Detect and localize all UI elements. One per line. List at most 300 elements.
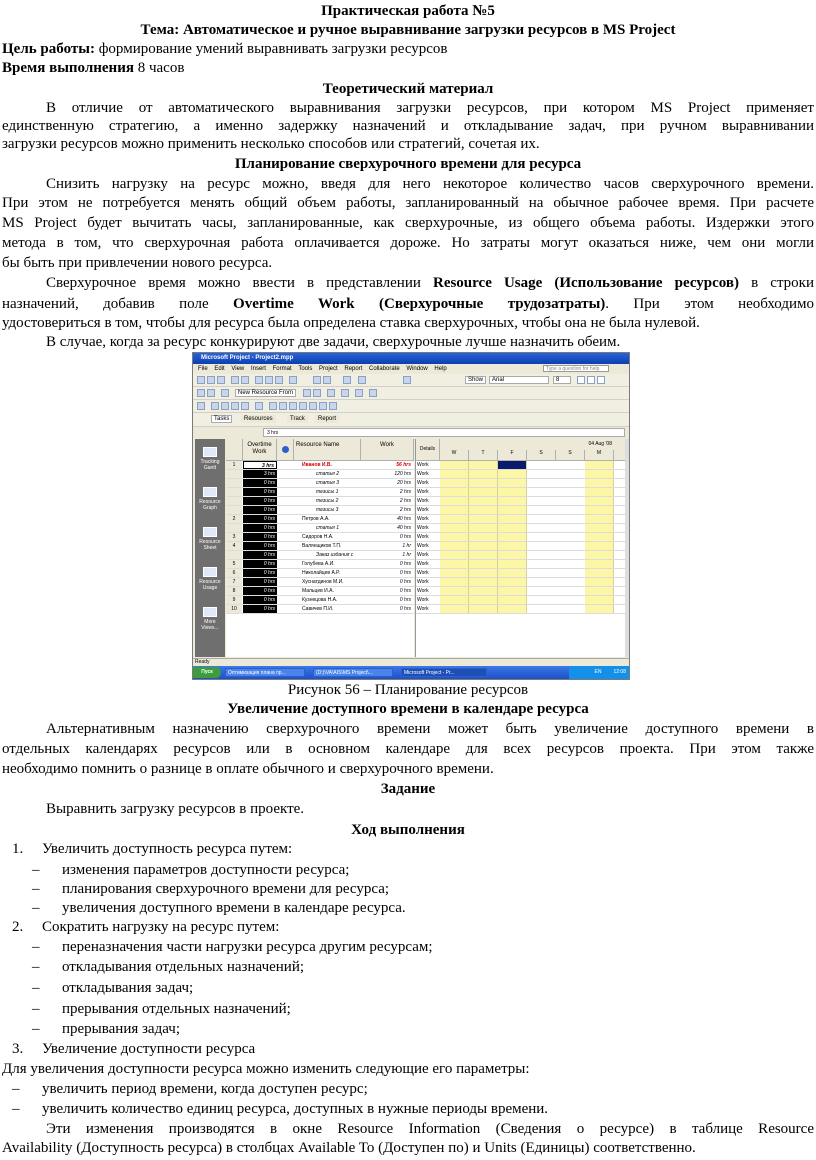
75-percent-icon[interactable] bbox=[241, 402, 249, 410]
overtime-work-cell[interactable]: 0 hrs bbox=[243, 488, 277, 496]
resource-name-cell[interactable]: Сидоров Н.А. bbox=[302, 534, 334, 540]
work-cell[interactable]: 20 hrs bbox=[397, 480, 411, 486]
timescale-row bbox=[416, 515, 626, 524]
calendar-icon[interactable] bbox=[279, 402, 287, 410]
leveling-icon[interactable] bbox=[303, 389, 311, 397]
address-book-icon[interactable] bbox=[207, 389, 215, 397]
italic-icon[interactable] bbox=[587, 376, 595, 384]
timescale-row bbox=[416, 470, 626, 479]
view-label: Resource Graph bbox=[199, 499, 221, 511]
table-row[interactable] bbox=[226, 578, 414, 587]
indicators-header bbox=[277, 439, 294, 461]
row-id bbox=[226, 506, 242, 514]
tracking-gantt-icon bbox=[203, 447, 217, 457]
project-guide-bar bbox=[193, 413, 629, 427]
dash-2b: – bbox=[32, 959, 40, 975]
task-info-icon[interactable] bbox=[343, 376, 351, 384]
theory-p1-line1: В отличие от автоматического выравнивания загрузки ресурсов, при котором MS Project применяет bbox=[46, 100, 814, 116]
work-timescale-cell[interactable] bbox=[469, 497, 498, 505]
theory-p3-line2 bbox=[2, 295, 814, 314]
work-timescale-cell[interactable] bbox=[585, 605, 614, 613]
show-dropdown[interactable]: Show bbox=[465, 376, 486, 384]
overtime-heading: Планирование сверхурочного времени для ресурса bbox=[234, 156, 582, 172]
work-timescale-cell[interactable] bbox=[498, 605, 527, 613]
table-row[interactable] bbox=[226, 461, 414, 470]
work-timescale-cell[interactable] bbox=[440, 551, 469, 559]
work-timescale-cell[interactable] bbox=[440, 506, 469, 514]
overtime-work-cell[interactable]: 0 hrs bbox=[243, 560, 277, 568]
notes-icon[interactable] bbox=[327, 389, 335, 397]
work-cell[interactable]: 0 hrs bbox=[399, 597, 411, 603]
table-row[interactable] bbox=[226, 479, 414, 488]
work-timescale-cell[interactable] bbox=[469, 524, 498, 532]
update-icon[interactable] bbox=[255, 402, 263, 410]
p3-resource-usage: Resource Usage (Использование ресурсов) bbox=[432, 275, 740, 291]
p3-text-c: в строки bbox=[739, 275, 814, 291]
work-timescale-cell[interactable] bbox=[585, 515, 614, 523]
work-timescale-cell[interactable] bbox=[440, 578, 469, 586]
resource-icon[interactable] bbox=[197, 389, 205, 397]
work-timescale-cell[interactable] bbox=[585, 533, 614, 541]
work-timescale-cell[interactable] bbox=[498, 524, 527, 532]
goal-line bbox=[2, 40, 448, 59]
overtime-work-cell[interactable]: 0 hrs bbox=[243, 497, 277, 505]
row-id: 5 bbox=[226, 560, 242, 568]
work-cell[interactable]: 2 hrs bbox=[399, 498, 411, 504]
overtime-work-cell[interactable]: 0 hrs bbox=[243, 596, 277, 604]
work-timescale-cell[interactable] bbox=[498, 569, 527, 577]
work-timescale-cell[interactable] bbox=[498, 506, 527, 514]
resource-name-cell[interactable]: Заказ издания с bbox=[316, 552, 354, 558]
resource-name-cell[interactable]: статья 2 bbox=[316, 471, 340, 477]
work-timescale-cell[interactable] bbox=[469, 605, 498, 613]
details-cell: Work bbox=[417, 570, 429, 576]
final-line1: Эти изменения производятся в окне Resource Information (Сведения о ресурсе) в таблице Resource bbox=[46, 1121, 814, 1137]
work-timescale-cell[interactable] bbox=[585, 587, 614, 595]
filter-icon[interactable] bbox=[341, 389, 349, 397]
work-timescale-cell[interactable] bbox=[469, 488, 498, 496]
work-timescale-cell[interactable] bbox=[585, 542, 614, 550]
tracking-icon[interactable] bbox=[197, 402, 205, 410]
table-row[interactable] bbox=[226, 569, 414, 578]
assign-icon[interactable] bbox=[358, 376, 366, 384]
taskbar-item-word[interactable]: Оптимизация плана пр... bbox=[225, 668, 305, 677]
overtime-work-header[interactable]: Overtime Work bbox=[243, 439, 277, 461]
work-cell[interactable]: 2 hrs bbox=[399, 507, 411, 513]
menu-edit[interactable]: Edit bbox=[214, 366, 225, 372]
row-id bbox=[226, 470, 242, 478]
work-timescale-cell[interactable] bbox=[498, 551, 527, 559]
view-more-views[interactable] bbox=[197, 607, 223, 631]
overtime-work-cell[interactable]: 0 hrs bbox=[243, 605, 277, 613]
vertical-scrollbar[interactable] bbox=[625, 439, 629, 657]
item1-sub-1: изменения параметров доступности ресурса; bbox=[62, 862, 350, 878]
work-timescale-cell[interactable] bbox=[440, 461, 469, 469]
details-cell: Work bbox=[417, 498, 429, 504]
overtime-work-cell[interactable]: 0 hrs bbox=[243, 506, 277, 514]
work-timescale-cell[interactable] bbox=[469, 470, 498, 478]
change-intro: Для увеличения доступности ресурса можно изменить следующие его параметры: bbox=[2, 1061, 530, 1077]
work-timescale-cell[interactable] bbox=[498, 515, 527, 523]
language-indicator[interactable]: EN bbox=[594, 669, 602, 675]
print-icon[interactable] bbox=[231, 376, 239, 384]
table-row[interactable] bbox=[226, 560, 414, 569]
25-percent-icon[interactable] bbox=[221, 402, 229, 410]
overtime-work-cell[interactable]: 3 hrs bbox=[243, 461, 277, 469]
underline-icon[interactable] bbox=[597, 376, 605, 384]
resource-usage-icon bbox=[203, 567, 217, 577]
guide-tab-track[interactable]: Track bbox=[287, 415, 308, 423]
item2-sub-3: откладывания задач; bbox=[62, 980, 194, 996]
item2-text: Сократить нагрузку на ресурс путем: bbox=[42, 919, 280, 935]
work-timescale-cell[interactable] bbox=[498, 497, 527, 505]
resource-name-cell[interactable]: тезисы 2 bbox=[316, 498, 339, 504]
table-row[interactable] bbox=[226, 605, 414, 614]
work-timescale-cell[interactable] bbox=[469, 551, 498, 559]
resource-name-cell[interactable]: Хуснатдинов М.И. bbox=[302, 579, 344, 585]
work-timescale-cell[interactable] bbox=[440, 524, 469, 532]
work-timescale-cell[interactable] bbox=[440, 515, 469, 523]
overtime-work-cell[interactable]: 0 hrs bbox=[243, 533, 277, 541]
date-label: 04 Aug '08 bbox=[588, 441, 612, 447]
work-timescale-cell[interactable] bbox=[440, 587, 469, 595]
dash-3a: – bbox=[12, 1081, 20, 1097]
overtime-work-cell[interactable]: 0 hrs bbox=[243, 551, 277, 559]
menu-project[interactable]: Project bbox=[319, 366, 338, 372]
work-timescale-cell[interactable] bbox=[469, 515, 498, 523]
guide-tab-tasks[interactable]: Tasks bbox=[211, 415, 232, 423]
font-select[interactable]: Arial bbox=[489, 376, 549, 384]
resource-name-cell[interactable]: статья 1 bbox=[316, 525, 340, 531]
resource-name-cell[interactable]: тезисы 3 bbox=[316, 507, 339, 513]
overtime-work-cell[interactable]: 0 hrs bbox=[243, 587, 277, 595]
work-timescale-cell[interactable] bbox=[498, 560, 527, 568]
copy-icon[interactable] bbox=[265, 376, 273, 384]
details-cell: Work bbox=[417, 561, 429, 567]
work-timescale-cell[interactable] bbox=[440, 470, 469, 478]
help-icon[interactable] bbox=[403, 376, 411, 384]
network-icon[interactable] bbox=[289, 402, 297, 410]
work-timescale-cell[interactable] bbox=[440, 479, 469, 487]
view-label: More Views... bbox=[201, 619, 219, 631]
timeline-icon[interactable] bbox=[299, 402, 307, 410]
work-timescale-cell[interactable] bbox=[498, 479, 527, 487]
menu-tools[interactable]: Tools bbox=[298, 366, 313, 372]
work-timescale-cell[interactable] bbox=[469, 479, 498, 487]
view-label: Tracking Gantt bbox=[200, 459, 220, 471]
theory-p2-line5: бы быть при привлечении нового ресурса. bbox=[2, 255, 273, 271]
overtime-work-cell[interactable]: 0 hrs bbox=[243, 569, 277, 577]
resource-name-cell[interactable]: Иванов И.В. bbox=[302, 462, 332, 468]
entry-bar-input[interactable]: 3 hrs bbox=[263, 428, 625, 437]
day-header: T bbox=[469, 450, 498, 461]
day-header: F bbox=[498, 450, 527, 461]
change-sub-1: увеличить период времени, когда доступен ресурс; bbox=[42, 1081, 368, 1097]
work-timescale-cell[interactable] bbox=[440, 560, 469, 568]
view-resource-sheet[interactable] bbox=[197, 527, 223, 551]
usage-icon[interactable] bbox=[319, 402, 327, 410]
timescale-area bbox=[415, 439, 626, 657]
work-timescale-cell[interactable] bbox=[585, 569, 614, 577]
overtime-work-cell[interactable]: 0 hrs bbox=[243, 524, 277, 532]
increase-line2: отдельных календарях ресурсов или в основном календаре для всех ресурсов проекта. При этом также bbox=[2, 741, 814, 757]
new-icon[interactable] bbox=[197, 376, 205, 384]
timescale-row bbox=[416, 560, 626, 569]
timescale-row bbox=[416, 551, 626, 560]
resource-name-cell[interactable]: Валянщиков Т.П. bbox=[302, 543, 342, 549]
item2-sub-5: прерывания задач; bbox=[62, 1021, 180, 1037]
item2-sub-2: откладывания отдельных назначений; bbox=[62, 959, 305, 975]
table-row[interactable] bbox=[226, 533, 414, 542]
table-row[interactable] bbox=[226, 506, 414, 515]
paste-icon[interactable] bbox=[275, 376, 283, 384]
table-row[interactable] bbox=[226, 497, 414, 506]
work-cell[interactable]: 0 hrs bbox=[399, 588, 411, 594]
details-cell: Work bbox=[417, 606, 429, 612]
work-cell[interactable]: 56 hrs bbox=[396, 462, 411, 468]
id-header bbox=[226, 439, 243, 461]
start-button[interactable]: Пуск bbox=[193, 667, 221, 678]
gantt-icon[interactable] bbox=[269, 402, 277, 410]
menu-report[interactable]: Report bbox=[344, 366, 363, 372]
bold-icon[interactable] bbox=[577, 376, 585, 384]
work-timescale-cell[interactable] bbox=[585, 506, 614, 514]
work-timescale-cell[interactable] bbox=[469, 533, 498, 541]
procedure-heading: Ход выполнения bbox=[351, 822, 465, 838]
group-icon[interactable] bbox=[369, 389, 377, 397]
work-timescale-cell[interactable] bbox=[498, 461, 527, 469]
item1-text: Увеличить доступность ресурса путем: bbox=[42, 841, 293, 857]
work-header[interactable]: Work bbox=[361, 439, 414, 461]
more-views-icon bbox=[203, 607, 217, 617]
menu-view[interactable]: View bbox=[231, 366, 245, 372]
work-cell[interactable]: 40 hrs bbox=[397, 525, 411, 531]
row-id bbox=[226, 524, 242, 532]
table-row[interactable] bbox=[226, 515, 414, 524]
resource-name-cell[interactable]: Николайцев А.Р. bbox=[302, 570, 340, 576]
help-search-input[interactable]: Type a question for help bbox=[543, 365, 609, 372]
row-id: 3 bbox=[226, 533, 242, 541]
dash-1b: – bbox=[32, 881, 40, 897]
timescale-row bbox=[416, 578, 626, 587]
graph-icon[interactable] bbox=[329, 402, 337, 410]
work-cell[interactable]: 0 hrs bbox=[399, 579, 411, 585]
cut-icon[interactable] bbox=[255, 376, 263, 384]
taskbar-item-explorer[interactable]: (D:)\VA\AIS\MS Project\... bbox=[313, 668, 393, 677]
save-icon[interactable] bbox=[217, 376, 225, 384]
work-timescale-cell[interactable] bbox=[498, 542, 527, 550]
theory-p1-line3: загрузки ресурсов можно применить несколько способов или стратегий, сочетая их. bbox=[2, 136, 540, 152]
work-timescale-cell[interactable] bbox=[498, 488, 527, 496]
share-icon[interactable] bbox=[221, 389, 229, 397]
table-row[interactable] bbox=[226, 524, 414, 533]
menu-collaborate[interactable]: Collaborate bbox=[369, 366, 400, 372]
work-timescale-cell[interactable] bbox=[498, 533, 527, 541]
table-row[interactable] bbox=[226, 587, 414, 596]
work-cell[interactable]: 120 hrs bbox=[394, 471, 411, 477]
resource-name-cell[interactable]: тезисы 1 bbox=[316, 489, 339, 495]
work-timescale-cell[interactable] bbox=[498, 596, 527, 604]
resource-name-cell[interactable]: Мальцев И.А. bbox=[302, 588, 334, 594]
day-header: M bbox=[585, 450, 614, 461]
task-text: Выравнить загрузку ресурсов в проекте. bbox=[46, 801, 305, 817]
task-heading: Задание bbox=[380, 781, 436, 797]
details-cell: Work bbox=[417, 588, 429, 594]
windows-taskbar bbox=[193, 666, 629, 679]
work-timescale-cell[interactable] bbox=[440, 488, 469, 496]
info-icon bbox=[282, 446, 289, 453]
work-timescale-cell[interactable] bbox=[469, 578, 498, 586]
p3-overtime-work: Overtime Work (Сверхурочные трудозатраты) bbox=[233, 296, 606, 312]
preview-icon[interactable] bbox=[241, 376, 249, 384]
table-row[interactable] bbox=[226, 542, 414, 551]
work-timescale-cell[interactable] bbox=[585, 560, 614, 568]
work-timescale-cell[interactable] bbox=[469, 587, 498, 595]
menu-window[interactable]: Window bbox=[406, 366, 428, 372]
work-cell[interactable]: 0 hrs bbox=[399, 561, 411, 567]
guide-tab-resources[interactable]: Resources bbox=[241, 415, 276, 423]
resource-name-cell[interactable]: статья 3 bbox=[316, 480, 340, 486]
resource-name-header[interactable]: Resource Name bbox=[294, 439, 361, 461]
sort-icon[interactable] bbox=[355, 389, 363, 397]
resource-name-cell[interactable]: Кузнецова Н.А. bbox=[302, 597, 338, 603]
overtime-work-cell[interactable]: 0 hrs bbox=[243, 479, 277, 487]
view-label: Resource Usage bbox=[199, 579, 221, 591]
work-timescale-cell[interactable] bbox=[585, 596, 614, 604]
theory-p2-line4: метода в том, что сверхурочная работа оплачивается дороже. Но затраты могут оказаться ниже, чем они могли bbox=[2, 235, 814, 251]
work-timescale-cell[interactable] bbox=[469, 461, 498, 469]
work-timescale-cell[interactable] bbox=[585, 488, 614, 496]
details-cell: Work bbox=[417, 516, 429, 522]
view-tracking-gantt[interactable] bbox=[197, 447, 223, 471]
report-icon[interactable] bbox=[309, 402, 317, 410]
dash-2e: – bbox=[32, 1021, 40, 1037]
row-id: 7 bbox=[226, 578, 242, 586]
item1-number: 1. bbox=[12, 841, 24, 857]
resource-toolbar bbox=[193, 387, 629, 400]
work-timescale-cell[interactable] bbox=[440, 596, 469, 604]
50-percent-icon[interactable] bbox=[231, 402, 239, 410]
work-timescale-cell[interactable] bbox=[585, 524, 614, 532]
work-cell[interactable]: 0 hrs bbox=[399, 534, 411, 540]
window-title: Microsoft Project - Project2.mpp bbox=[201, 355, 294, 361]
overtime-work-cell[interactable]: 0 hrs bbox=[243, 578, 277, 586]
work-timescale-cell[interactable] bbox=[469, 506, 498, 514]
p3-text-d: назначений, добавив поле bbox=[2, 296, 234, 312]
timescale-row bbox=[416, 524, 626, 533]
zero-percent-icon[interactable] bbox=[211, 402, 219, 410]
menu-format[interactable]: Format bbox=[272, 366, 292, 372]
view-resource-graph[interactable] bbox=[197, 487, 223, 511]
details-cell: Work bbox=[417, 552, 429, 558]
view-resource-usage[interactable] bbox=[197, 567, 223, 591]
work-cell[interactable]: 2 hrs bbox=[399, 489, 411, 495]
work-timescale-cell[interactable] bbox=[469, 560, 498, 568]
window-titlebar bbox=[193, 353, 629, 364]
p3-text-f: . При этом необходимо bbox=[605, 296, 814, 312]
overtime-work-cell[interactable]: 0 hrs bbox=[243, 542, 277, 550]
resource-name-cell[interactable]: Савичев П.И. bbox=[302, 606, 334, 612]
open-icon[interactable] bbox=[207, 376, 215, 384]
item2-sub-4: прерывания отдельных назначений; bbox=[62, 1001, 291, 1017]
timescale-row bbox=[416, 533, 626, 542]
work-timescale-cell[interactable] bbox=[440, 605, 469, 613]
tracking-toolbar bbox=[193, 400, 629, 413]
work-timescale-cell[interactable] bbox=[585, 470, 614, 478]
standard-toolbar bbox=[193, 374, 629, 387]
undo-icon[interactable] bbox=[289, 376, 297, 384]
time-text: 8 часов bbox=[133, 60, 185, 76]
work-timescale-cell[interactable] bbox=[440, 533, 469, 541]
work-cell[interactable]: 0 hrs bbox=[399, 570, 411, 576]
link-icon[interactable] bbox=[313, 376, 321, 384]
work-cell[interactable]: 40 hrs bbox=[397, 516, 411, 522]
table-row[interactable] bbox=[226, 596, 414, 605]
work-timescale-cell[interactable] bbox=[585, 578, 614, 586]
work-timescale-cell[interactable] bbox=[585, 497, 614, 505]
item2-sub-1: переназначения части нагрузки ресурса другим ресурсам; bbox=[62, 939, 433, 955]
work-timescale-cell[interactable] bbox=[469, 569, 498, 577]
timescale-row bbox=[416, 506, 626, 515]
work-timescale-cell[interactable] bbox=[498, 578, 527, 586]
work-timescale-cell[interactable] bbox=[498, 587, 527, 595]
work-timescale-cell[interactable] bbox=[585, 479, 614, 487]
timescale-row bbox=[416, 587, 626, 596]
timescale-row bbox=[416, 569, 626, 578]
row-id bbox=[226, 551, 242, 559]
work-cell[interactable]: 0 hrs bbox=[399, 606, 411, 612]
timescale-row bbox=[416, 605, 626, 614]
menu-help[interactable]: Help bbox=[434, 366, 447, 372]
taskbar-item-project[interactable]: Microsoft Project - Pr... bbox=[401, 668, 487, 677]
overtime-work-cell[interactable]: 0 hrs bbox=[243, 515, 277, 523]
resource-name-cell[interactable]: Голубева А.И. bbox=[302, 561, 335, 567]
details-cell: Work bbox=[417, 579, 429, 585]
table-row[interactable] bbox=[226, 470, 414, 479]
work-timescale-cell[interactable] bbox=[498, 470, 527, 478]
font-size-select[interactable]: 8 bbox=[553, 376, 571, 384]
resource-info-icon[interactable] bbox=[313, 389, 321, 397]
unlink-icon[interactable] bbox=[323, 376, 331, 384]
work-timescale-cell[interactable] bbox=[585, 551, 614, 559]
theory-p2-line1: Снизить нагрузку на ресурс можно, введя для него некоторое количество часов сверхурочного времени. bbox=[46, 176, 814, 192]
work-timescale-cell[interactable] bbox=[469, 542, 498, 550]
item3-text: Увеличение доступности ресурса bbox=[42, 1041, 256, 1057]
new-resource-button[interactable]: New Resource From bbox=[235, 389, 296, 397]
increase-line3: необходимо помнить о разнице в оплате обычного и сверхурочного времени. bbox=[2, 761, 494, 777]
details-cell: Work bbox=[417, 480, 429, 486]
work-cell[interactable]: 1 hr bbox=[402, 552, 411, 558]
menu-insert[interactable]: Insert bbox=[250, 366, 266, 372]
theory-p1-line2: единственную стратегию, а именно задержку назначений и откладывание задач, при ручном выравнивании bbox=[2, 118, 814, 134]
row-id: 1 bbox=[226, 461, 242, 469]
time-line bbox=[2, 59, 184, 78]
work-timescale-cell[interactable] bbox=[585, 461, 614, 469]
table-row[interactable] bbox=[226, 488, 414, 497]
guide-tab-report[interactable]: Report bbox=[315, 415, 339, 423]
resource-name-cell[interactable]: Петров А.А. bbox=[302, 516, 330, 522]
work-timescale-cell[interactable] bbox=[440, 569, 469, 577]
work-timescale-cell[interactable] bbox=[469, 596, 498, 604]
timescale-row bbox=[416, 497, 626, 506]
menu-file[interactable]: File bbox=[198, 366, 208, 372]
table-row[interactable] bbox=[226, 551, 414, 560]
overtime-work-cell[interactable]: 3 hrs bbox=[243, 470, 277, 478]
work-timescale-cell[interactable] bbox=[440, 497, 469, 505]
dash-3b: – bbox=[12, 1101, 20, 1117]
work-cell[interactable]: 1 hr bbox=[402, 543, 411, 549]
work-timescale-cell[interactable] bbox=[440, 542, 469, 550]
